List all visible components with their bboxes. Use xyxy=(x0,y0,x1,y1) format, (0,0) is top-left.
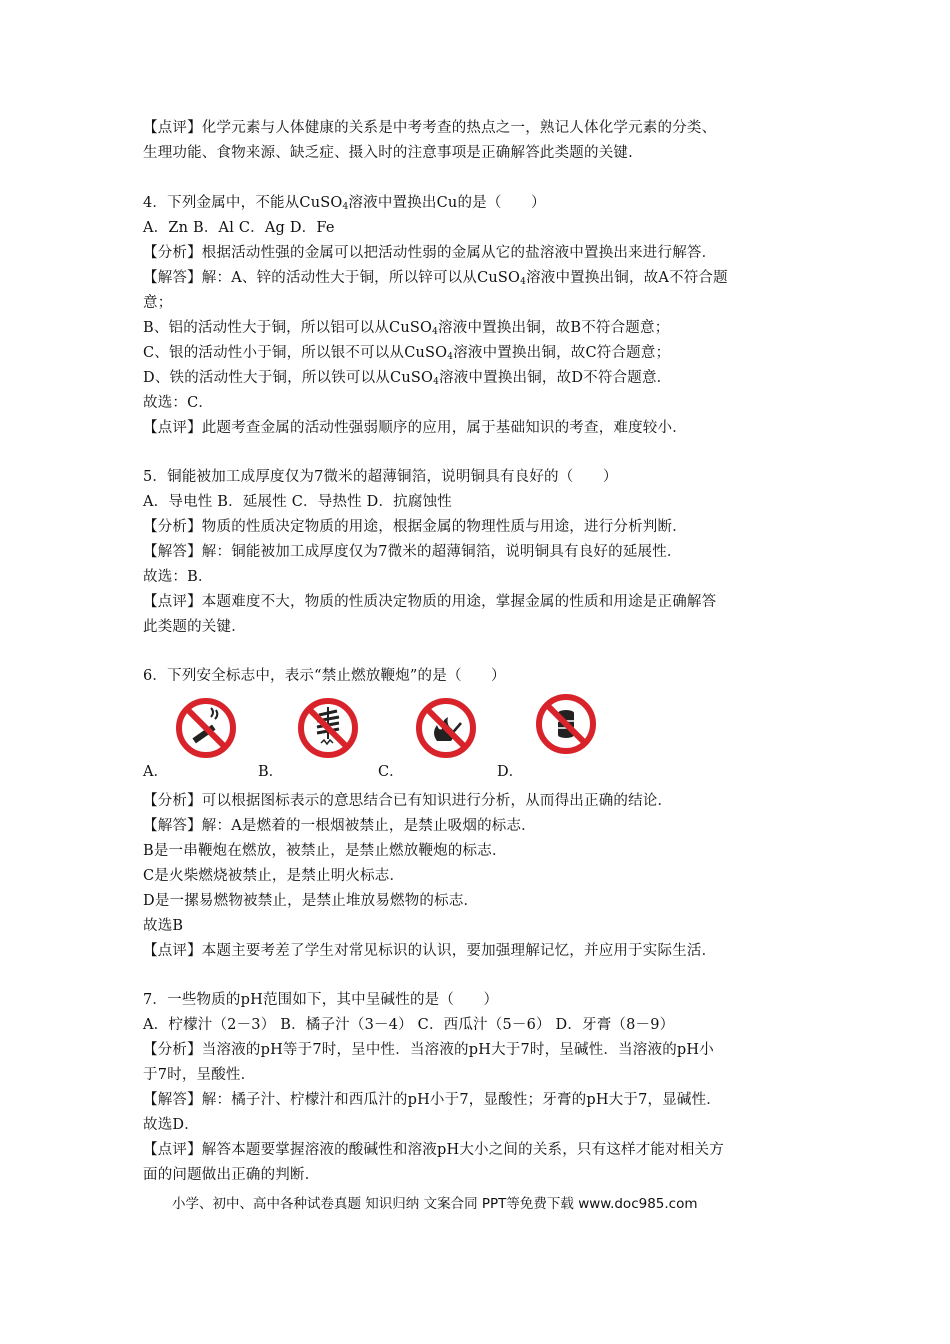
no-firecrackers-sign-icon xyxy=(297,697,359,759)
q6-stem: 6．下列安全标志中，表示“禁止燃放鞭炮”的是（ ） xyxy=(143,668,506,684)
q5-options: A．导电性 B．延展性 C．导热性 D．抗腐蚀性 xyxy=(143,494,452,510)
q5-choice: 故选：B． xyxy=(143,569,213,585)
q7-stem: 7．一些物质的pH范围如下，其中呈碱性的是（ ） xyxy=(143,992,499,1008)
q5-comment-line2: 此类题的关键． xyxy=(143,619,246,635)
no-open-flame-sign-icon xyxy=(415,697,477,759)
q6-comment: 【点评】本题主要考差了学生对常见标识的认识，要加强理解记忆，并应用于实际生活． xyxy=(143,943,717,959)
footer-text: 小学、初中、高中各种试卷真题 知识归纳 文案合同 PPT等免费下载 www.doc985.com xyxy=(172,1196,698,1212)
q4-analysis: 【分析】根据活动性强的金属可以把活动性弱的金属从它的盐溶液中置换出来进行解答． xyxy=(143,245,717,261)
q6-analysis: 【分析】可以根据图标表示的意思结合已有知识进行分析，从而得出正确的结论． xyxy=(143,793,673,809)
q5-stem: 5．铜能被加工成厚度仅为7微米的超薄铜箔，说明铜具有良好的（ ） xyxy=(143,469,618,485)
q6-option-a-label: A． xyxy=(143,764,168,780)
q6-choice: 故选B xyxy=(143,918,184,934)
q6-answer-b: B是一串鞭炮在燃放，被禁止，是禁止燃放鞭炮的标志． xyxy=(143,843,507,859)
q7-options: A．柠檬汁（2－3） B．橘子汁（3－4） C．西瓜汁（5－6） D．牙膏（8－9） xyxy=(143,1017,675,1033)
q4-answer-a: 【解答】解：A、锌的活动性大于铜，所以锌可以从CuSO$_4$溶液中置换出铜，故A不符合题 xyxy=(143,270,728,287)
q5-comment-line1: 【点评】本题难度不大，物质的性质决定物质的用途，掌握金属的性质和用途是正确解答 xyxy=(143,594,717,610)
q4-answer-a-cont: 意； xyxy=(143,295,173,311)
q3-comment-line2: 生理功能、食物来源、缺乏症、摄入时的注意事项是正确解答此类题的关键. xyxy=(143,145,633,161)
q5-answer: 【解答】解：铜能被加工成厚度仅为7微米的超薄铜箔，说明铜具有良好的延展性． xyxy=(143,544,682,560)
no-flammable-stacking-sign-icon xyxy=(535,693,597,755)
q6-answer-c: C是火柴燃烧被禁止，是禁止明火标志． xyxy=(143,868,405,884)
q6-option-c-label: C． xyxy=(378,764,404,780)
q4-comment: 【点评】此题考查金属的活动性强弱顺序的应用，属于基础知识的考查，难度较小． xyxy=(143,420,687,436)
q4-answer-c: C、银的活动性小于铜，所以银不可以从CuSO$_4$溶液中置换出铜，故C符合题意； xyxy=(143,345,671,362)
q6-answer-a: 【解答】解：A是燃着的一根烟被禁止，是禁止吸烟的标志． xyxy=(143,818,536,834)
q6-option-d-label: D． xyxy=(497,764,524,780)
q7-comment-line1: 【点评】解答本题要掌握溶液的酸碱性和溶液pH大小之间的关系，只有这样才能对相关方 xyxy=(143,1142,724,1158)
q7-analysis-line1: 【分析】当溶液的pH等于7时，呈中性．当溶液的pH大于7时，呈碱性．当溶液的pH小 xyxy=(143,1042,714,1058)
q6-answer-d: D是一摞易燃物被禁止，是禁止堆放易燃物的标志． xyxy=(143,893,479,909)
q3-comment-line1: 【点评】化学元素与人体健康的关系是中考考查的热点之一，熟记人体化学元素的分类、 xyxy=(143,120,717,136)
q6-option-b-label: B． xyxy=(258,764,284,780)
q4-options: A．Zn B．Al C．Ag D．Fe xyxy=(143,220,335,236)
q7-comment-line2: 面的问题做出正确的判断． xyxy=(143,1167,320,1183)
q4-choice: 故选：C． xyxy=(143,395,214,411)
q7-analysis-line2: 于7时，呈酸性． xyxy=(143,1067,256,1083)
q4-stem: 4．下列金属中，不能从CuSO$_4$溶液中置换出Cu的是（ ） xyxy=(143,195,546,212)
q7-choice: 故选D． xyxy=(143,1117,199,1133)
no-smoking-sign-icon xyxy=(175,697,237,759)
q7-answer: 【解答】解：橘子汁、柠檬汁和西瓜汁的pH小于7，显酸性；牙膏的pH大于7，显碱性． xyxy=(143,1092,722,1108)
q4-answer-d: D、铁的活动性大于铜，所以铁可以从CuSO$_4$溶液中置换出铜，故D不符合题意． xyxy=(143,370,672,387)
q4-answer-b: B、铝的活动性大于铜，所以铝可以从CuSO$_4$溶液中置换出铜，故B不符合题意； xyxy=(143,320,670,337)
q5-analysis: 【分析】物质的性质决定物质的用途，根据金属的物理性质与用途，进行分析判断． xyxy=(143,519,687,535)
